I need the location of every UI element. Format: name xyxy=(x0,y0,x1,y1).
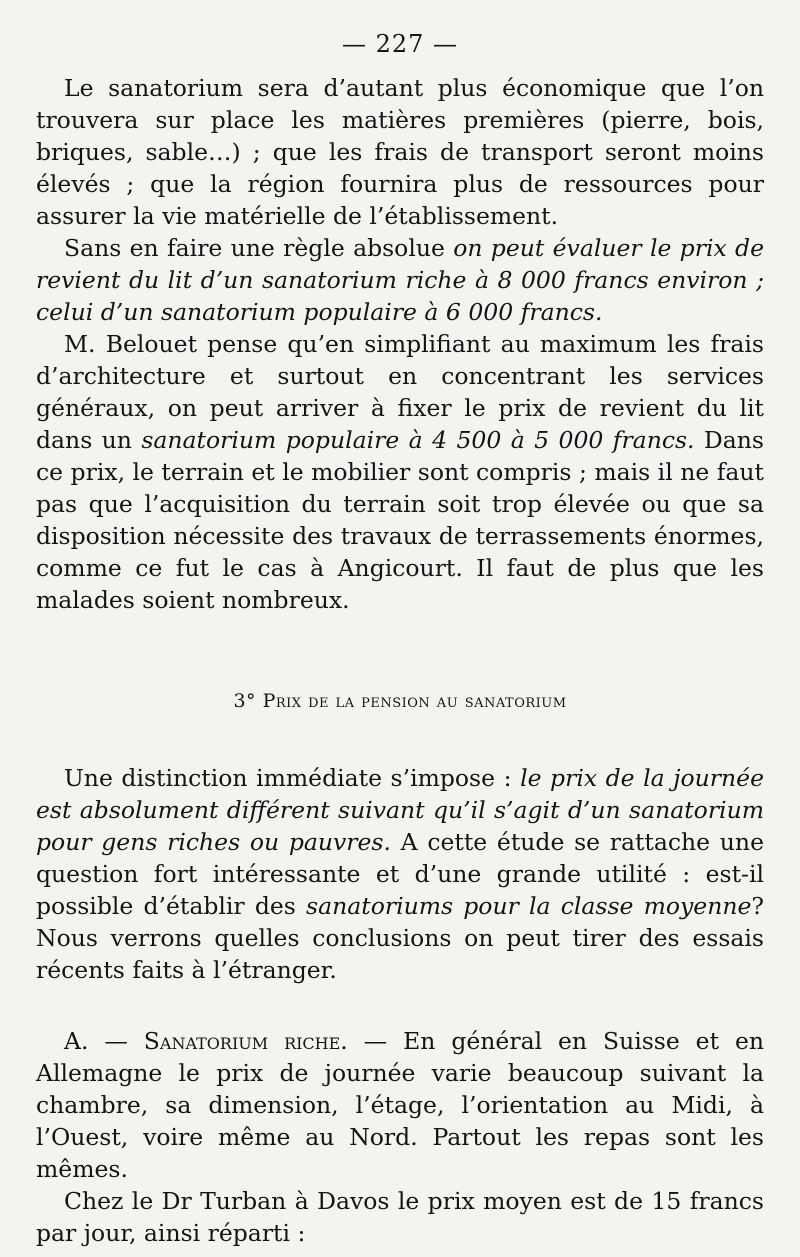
page-number: — 227 — xyxy=(341,30,459,58)
distinction-italic-1: le prix de la journée est absolument différent suivant qu’il s’agit d’un sanatorium pour gens riches ou pauvres. xyxy=(36,764,764,856)
bed-cost-lead: Sans en faire une règle absolue xyxy=(64,234,454,262)
distinction-lead: Une distinction immédiate s’impose : xyxy=(64,764,521,792)
distinction-mid: A cette étude se rattache une question fort intéressante et d’une grande utilité : est-il possible d’établir des xyxy=(36,828,764,920)
bed-cost-italic: on peut évaluer le prix de revient du lit d’un sanatorium riche à 8 000 francs environ ; celui d’un sanatorium populaire à 6 000 francs. xyxy=(36,234,764,326)
paragraph-turban: Chez le Dr Turban à Davos le prix moyen est de 15 francs par jour, ainsi réparti : xyxy=(36,1187,764,1247)
text-block-rich-sanatorium xyxy=(36,1025,764,1249)
distinction-tail: ? Nous verrons quelles conclusions on peut tirer des essais récents faits à l’étranger. xyxy=(36,892,764,984)
belouet-tail: Dans ce prix, le terrain et le mobilier sont compris ; mais il ne faut pas que l’acquisition du terrain soit trop élevée ou que sa disposition nécessite des travaux de terrassements énormes, comme ce fut le cas à Angicourt. Il faut de plus que les malades soient nombreux. xyxy=(36,426,764,614)
paragraph-distinction xyxy=(36,762,764,986)
text-block-distinction xyxy=(36,762,764,986)
belouet-italic: sanatorium populaire à 4 500 à 5 000 francs. xyxy=(141,426,695,454)
text-block-top xyxy=(36,72,764,616)
belouet-lead: M. Belouet pense qu’en simplifiant au maximum les frais d’architecture et surtout en concentrant les services généraux, on peut arriver à fixer le prix de revient du lit dans un xyxy=(36,330,764,454)
paragraph-bed-cost xyxy=(36,232,764,328)
paragraph-cost-factors: Le sanatorium sera d’autant plus économique que l’on trouvera sur place les matières premières (pierre, bois, briques, sable…) ; que les frais de transport seront moins élevés ; que la région fournira plus de ressources pour assurer la vie matérielle de l’établissement. xyxy=(36,74,764,230)
rich-sanatorium-text: — En général en Suisse et en Allemagne le prix de journée varie beaucoup suivant la chambre, sa dimension, l’étage, l’orientation au Midi, à l’Ouest, voire même au Nord. Partout les repas sont les mêmes. xyxy=(36,1027,764,1183)
section-heading: 3° Prix de la pension au sanatorium xyxy=(233,690,567,712)
paragraph-rich-sanatorium xyxy=(36,1025,764,1185)
distinction-italic-2: sanatoriums pour la classe moyenne xyxy=(306,892,752,920)
rich-sanatorium-label: A. — Sanatorium riche. xyxy=(64,1027,348,1055)
paragraph-belouet xyxy=(36,328,764,616)
